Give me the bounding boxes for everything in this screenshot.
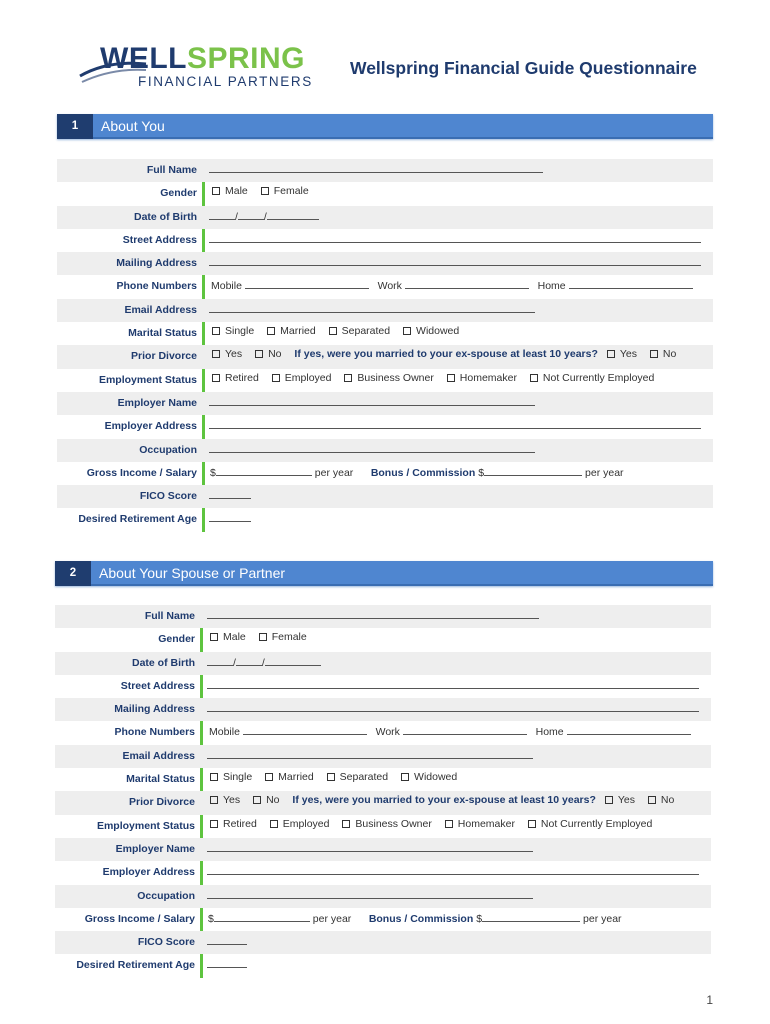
row-email	[57, 299, 713, 322]
row-occupation	[57, 439, 713, 462]
widowed-checkbox[interactable]	[403, 327, 411, 335]
dollar-sign: $	[210, 466, 216, 479]
row-employment	[57, 369, 713, 392]
employer-address-field[interactable]	[209, 418, 701, 429]
spouse-employer-address-field[interactable]	[207, 864, 699, 875]
street-address-field[interactable]	[209, 232, 701, 243]
row-street	[55, 675, 711, 698]
row-dob	[55, 652, 711, 675]
row-divorce	[57, 345, 713, 368]
spouse-female-checkbox[interactable]	[259, 633, 267, 641]
label-mailing: Mailing Address	[116, 257, 197, 270]
dob-separator: /	[263, 210, 267, 223]
label-street: Street Address	[120, 679, 195, 692]
spouse-married-checkbox[interactable]	[265, 773, 273, 781]
business-owner-checkbox[interactable]	[344, 374, 352, 382]
widowed-label: Widowed	[414, 771, 458, 784]
home-label: Home	[535, 726, 564, 739]
mobile-label: Mobile	[211, 280, 242, 293]
male-label: Male	[225, 185, 248, 198]
mobile-label: Mobile	[209, 726, 240, 739]
business-owner-label: Business Owner	[357, 371, 434, 384]
dob-separator: /	[261, 656, 265, 669]
spouse-work-phone-field[interactable]	[403, 724, 527, 735]
row-dob	[57, 206, 713, 229]
spouse-full-name-field[interactable]	[207, 608, 539, 619]
label-employer-address: Employer Address	[104, 420, 197, 433]
spouse-not-employed-checkbox[interactable]	[528, 820, 536, 828]
spouse-ten-years-no-checkbox[interactable]	[648, 796, 656, 804]
section-1-form	[57, 159, 713, 532]
homemaker-label: Homemaker	[457, 817, 515, 830]
bonus-field[interactable]	[484, 465, 582, 476]
business-owner-label: Business Owner	[355, 817, 432, 830]
yes-label: Yes	[223, 794, 241, 807]
not-employed-label: Not Currently Employed	[540, 817, 653, 830]
label-divorce: Prior Divorce	[131, 350, 197, 363]
row-marital	[57, 322, 713, 345]
separated-label: Separated	[341, 325, 391, 338]
separated-label: Separated	[339, 771, 389, 784]
spouse-divorce-no-checkbox[interactable]	[253, 796, 261, 804]
mailing-address-field[interactable]	[209, 255, 701, 266]
row-fico	[57, 485, 713, 508]
per-year-label: per year	[312, 912, 352, 925]
spouse-ten-years-yes-checkbox[interactable]	[605, 796, 613, 804]
spouse-retirement-age-field[interactable]	[207, 957, 247, 968]
row-retirement	[55, 954, 711, 977]
spouse-employer-name-field[interactable]	[207, 841, 533, 852]
label-fico: FICO Score	[139, 490, 197, 503]
section-2-number: 2	[55, 561, 91, 586]
label-occupation: Occupation	[139, 443, 197, 456]
bonus-label: Bonus / Commission	[370, 466, 476, 479]
retired-label: Retired	[223, 817, 257, 830]
spouse-business-owner-checkbox[interactable]	[342, 820, 350, 828]
label-occupation: Occupation	[137, 889, 195, 902]
label-dob: Date of Birth	[134, 210, 197, 223]
separated-checkbox[interactable]	[329, 327, 337, 335]
spouse-separated-checkbox[interactable]	[327, 773, 335, 781]
married-label: Married	[280, 325, 316, 338]
female-label: Female	[271, 631, 307, 644]
row-employer-address	[57, 415, 713, 438]
per-year-label: per year	[314, 466, 354, 479]
yes-label: Yes	[225, 348, 243, 361]
per-year-label: per year	[583, 912, 622, 925]
per-year-label: per year	[585, 466, 624, 479]
row-email	[55, 745, 711, 768]
label-full-name: Full Name	[146, 164, 197, 176]
bonus-label: Bonus / Commission	[368, 912, 474, 925]
work-label: Work	[375, 726, 400, 739]
label-divorce: Prior Divorce	[129, 796, 195, 809]
married-label: Married	[278, 771, 314, 784]
spouse-employed-checkbox[interactable]	[270, 820, 278, 828]
divorce-question: If yes, were you married to your ex-spouse at least 10 years?	[294, 348, 598, 361]
row-employer-name	[55, 838, 711, 861]
section-2-title: About Your Spouse or Partner	[99, 565, 286, 581]
logo-well-text: WELL	[100, 42, 187, 75]
spouse-male-checkbox[interactable]	[210, 633, 218, 641]
home-label: Home	[537, 280, 566, 293]
section-2-header	[55, 561, 713, 586]
spouse-dob-month-field[interactable]	[207, 655, 233, 666]
row-income	[57, 462, 713, 485]
spouse-dob-year-field[interactable]	[265, 655, 321, 666]
fico-field[interactable]	[209, 488, 251, 499]
yes-label: Yes	[617, 794, 635, 807]
dob-month-field[interactable]	[209, 209, 235, 220]
row-full-name	[57, 159, 713, 182]
dob-day-field[interactable]	[238, 209, 264, 220]
spouse-mobile-phone-field[interactable]	[243, 724, 367, 735]
spouse-occupation-field[interactable]	[207, 888, 533, 899]
row-income	[55, 908, 711, 931]
logo-subtitle: FINANCIAL PARTNERS	[138, 74, 313, 89]
female-label: Female	[273, 185, 309, 198]
row-street	[57, 229, 713, 252]
full-name-field[interactable]	[209, 162, 543, 173]
logo-wordmark	[100, 42, 305, 76]
row-phone	[57, 275, 713, 298]
no-label: No	[266, 794, 280, 807]
no-label: No	[268, 348, 282, 361]
employed-label: Employed	[282, 817, 330, 830]
section-1-header	[57, 114, 713, 139]
document-title: Wellspring Financial Guide Questionnaire	[350, 58, 697, 78]
spouse-bonus-field[interactable]	[482, 911, 580, 922]
spouse-street-address-field[interactable]	[207, 678, 699, 689]
dollar-sign: $	[478, 466, 485, 479]
divorce-no-checkbox[interactable]	[255, 350, 263, 358]
spouse-dob-day-field[interactable]	[236, 655, 262, 666]
row-marital	[55, 768, 711, 791]
wellspring-logo	[78, 42, 328, 94]
label-full-name: Full Name	[144, 610, 195, 622]
spouse-retired-checkbox[interactable]	[210, 820, 218, 828]
label-fico: FICO Score	[137, 936, 195, 949]
work-phone-field[interactable]	[405, 278, 529, 289]
label-employer-address: Employer Address	[102, 866, 195, 879]
label-employment: Employment Status	[96, 819, 195, 832]
no-label: No	[660, 794, 675, 807]
label-street: Street Address	[122, 233, 197, 246]
row-gender	[55, 628, 711, 651]
row-employer-name	[57, 392, 713, 415]
employed-label: Employed	[284, 371, 332, 384]
divorce-yes-checkbox[interactable]	[212, 350, 220, 358]
not-employed-label: Not Currently Employed	[542, 371, 655, 384]
label-phone: Phone Numbers	[114, 726, 195, 739]
retirement-age-field[interactable]	[209, 511, 251, 522]
spouse-widowed-checkbox[interactable]	[401, 773, 409, 781]
row-phone	[55, 721, 711, 744]
row-full-name	[55, 605, 711, 628]
home-phone-field[interactable]	[569, 278, 693, 289]
spouse-mailing-address-field[interactable]	[207, 701, 699, 712]
row-gender	[57, 182, 713, 205]
section-2-form	[55, 605, 711, 978]
row-fico	[55, 931, 711, 954]
label-marital: Marital Status	[126, 773, 195, 786]
logo-spring-text: SPRING	[186, 42, 306, 75]
widowed-label: Widowed	[416, 325, 460, 338]
label-income: Gross Income / Salary	[86, 466, 197, 479]
dob-separator: /	[235, 210, 238, 223]
label-employer-name: Employer Name	[117, 396, 197, 409]
male-label: Male	[223, 631, 246, 644]
spouse-divorce-yes-checkbox[interactable]	[210, 796, 218, 804]
occupation-field[interactable]	[209, 442, 535, 453]
yes-label: Yes	[619, 348, 637, 361]
male-checkbox[interactable]	[212, 187, 220, 195]
spouse-fico-field[interactable]	[207, 934, 247, 945]
work-label: Work	[377, 280, 402, 293]
label-gender: Gender	[160, 187, 197, 200]
spouse-single-checkbox[interactable]	[210, 773, 218, 781]
row-employer-address	[55, 861, 711, 884]
not-employed-checkbox[interactable]	[530, 374, 538, 382]
label-income: Gross Income / Salary	[84, 912, 195, 925]
spouse-email-field[interactable]	[207, 748, 533, 759]
row-employment	[55, 815, 711, 838]
label-marital: Marital Status	[128, 327, 197, 340]
divorce-question: If yes, were you married to your ex-spouse at least 10 years?	[292, 794, 596, 807]
label-employment: Employment Status	[98, 373, 197, 386]
label-email: Email Address	[122, 749, 195, 762]
label-email: Email Address	[124, 303, 197, 316]
homemaker-checkbox[interactable]	[447, 374, 455, 382]
mobile-phone-field[interactable]	[245, 278, 369, 289]
ten-years-no-checkbox[interactable]	[650, 350, 658, 358]
row-mailing	[57, 252, 713, 275]
employer-name-field[interactable]	[209, 395, 535, 406]
retired-label: Retired	[225, 371, 259, 384]
spouse-home-phone-field[interactable]	[567, 724, 691, 735]
dollar-sign: $	[476, 912, 483, 925]
label-gender: Gender	[158, 633, 195, 646]
page-number: 1	[706, 993, 713, 1007]
section-1-title: About You	[101, 118, 165, 134]
row-divorce	[55, 791, 711, 814]
label-mailing: Mailing Address	[114, 703, 195, 716]
dob-year-field[interactable]	[267, 209, 319, 220]
single-label: Single	[225, 325, 255, 338]
no-label: No	[662, 348, 677, 361]
single-label: Single	[223, 771, 253, 784]
retired-checkbox[interactable]	[212, 374, 220, 382]
row-retirement	[57, 508, 713, 531]
section-1-number: 1	[57, 114, 93, 139]
married-checkbox[interactable]	[267, 327, 275, 335]
label-retirement: Desired Retirement Age	[76, 959, 195, 972]
dob-separator: /	[233, 656, 236, 669]
label-phone: Phone Numbers	[116, 280, 197, 293]
single-checkbox[interactable]	[212, 327, 220, 335]
income-field[interactable]	[216, 465, 312, 476]
ten-years-yes-checkbox[interactable]	[607, 350, 615, 358]
spouse-homemaker-checkbox[interactable]	[445, 820, 453, 828]
homemaker-label: Homemaker	[459, 371, 517, 384]
row-mailing	[55, 698, 711, 721]
dollar-sign: $	[208, 912, 214, 925]
label-dob: Date of Birth	[132, 656, 195, 669]
spouse-income-field[interactable]	[214, 911, 310, 922]
label-employer-name: Employer Name	[115, 842, 195, 855]
female-checkbox[interactable]	[261, 187, 269, 195]
email-field[interactable]	[209, 302, 535, 313]
employed-checkbox[interactable]	[272, 374, 280, 382]
label-retirement: Desired Retirement Age	[78, 513, 197, 526]
row-occupation	[55, 885, 711, 908]
